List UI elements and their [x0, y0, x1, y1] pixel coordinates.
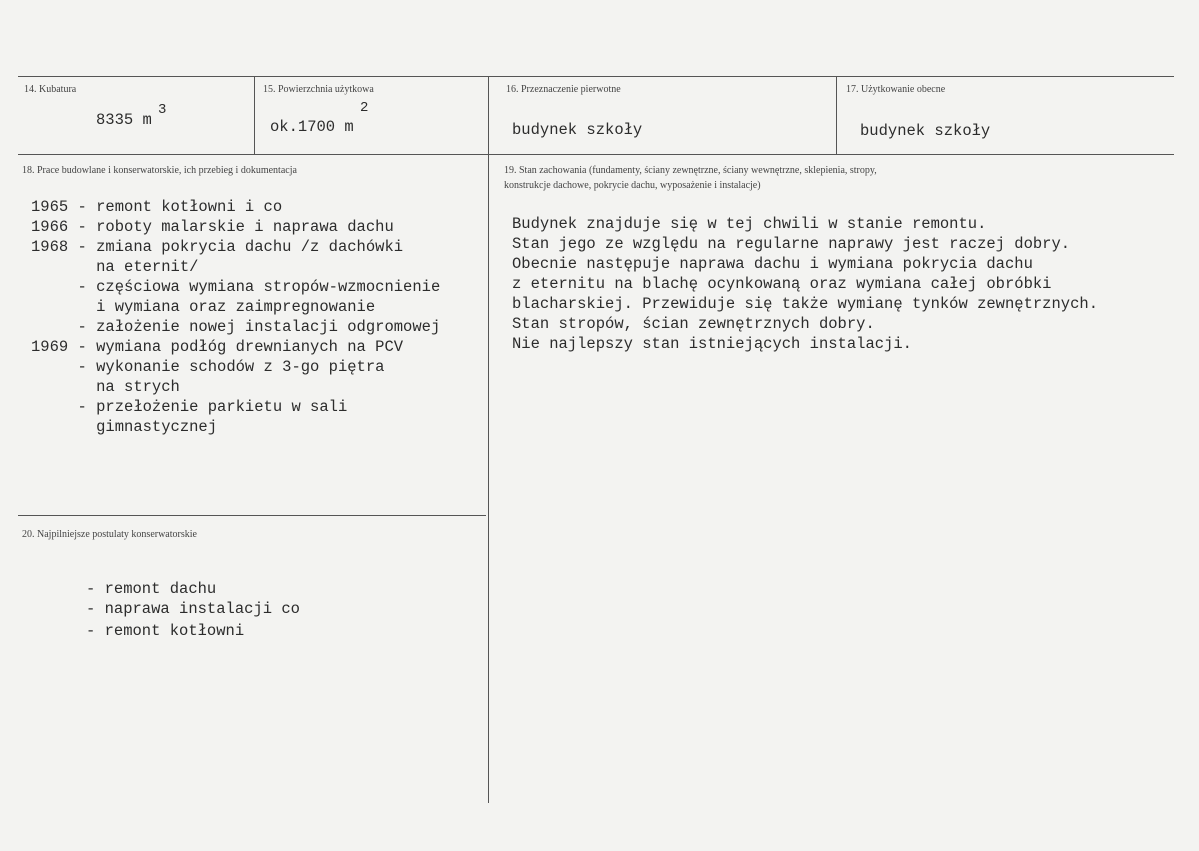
list-item: 1965 - remont kotłowni i co [31, 198, 283, 216]
row1-bottom-rule [18, 154, 1174, 155]
list-item: - przełożenie parkietu w sali [31, 398, 348, 416]
f16-label: 16. Przeznaczenie pierwotne [506, 84, 621, 95]
divider-16-17 [836, 76, 837, 155]
list-item: 1968 - zmiana pokrycia dachu /z dachówki [31, 238, 404, 256]
list-item: blacharskiej. Przewiduje się także wymianę tynków zewnętrznych. [512, 295, 1098, 313]
list-item: i wymiana oraz zaimpregnowanie [31, 298, 376, 316]
list-item: - remont dachu [86, 580, 217, 598]
f16-value: budynek szkoły [512, 121, 643, 139]
f14-value: 8335 m [96, 111, 152, 129]
list-item: Obecnie następuje naprawa dachu i wymiana pokrycia dachu [512, 255, 1033, 273]
f18-label: 18. Prace budowlane i konserwatorskie, ich przebieg i dokumentacja [22, 165, 297, 176]
list-item: 1969 - wymiana podłóg drewnianych na PCV [31, 338, 404, 356]
f17-label: 17. Użytkowanie obecne [846, 84, 946, 95]
list-item: Stan stropów, ścian zewnętrznych dobry. [512, 315, 875, 333]
f15-superscript: 2 [360, 100, 369, 116]
list-item: - remont kotłowni [86, 622, 245, 640]
list-item: - częściowa wymiana stropów-wzmocnienie [31, 278, 441, 296]
f18-bottom-rule [18, 515, 486, 516]
list-item: 1966 - roboty malarskie i naprawa dachu [31, 218, 394, 236]
f20-label: 20. Najpilniejsze postulaty konserwatorskie [22, 529, 197, 540]
list-item: gimnastycznej [31, 418, 218, 436]
f14-label: 14. Kubatura [24, 84, 77, 95]
f18-works-list [31, 197, 440, 437]
list-item: na eternit/ [31, 258, 199, 276]
f17-value: budynek szkoły [860, 122, 991, 140]
f15-value: ok.1700 m [270, 118, 354, 136]
f14-superscript: 3 [158, 102, 167, 118]
list-item: - naprawa instalacji co [86, 600, 300, 618]
f19-label-line1: 19. Stan zachowania (fundamenty, ściany zewnętrzne, ściany wewnętrzne, sklepienia, stropy, [504, 165, 877, 176]
list-item: - założenie nowej instalacji odgromowej [31, 318, 441, 336]
list-item: Stan jego ze względu na regularne naprawy jest raczej dobry. [512, 235, 1071, 253]
f15-label: 15. Powierzchnia użytkowa [263, 84, 374, 95]
f20-postulates-list [86, 579, 300, 641]
divider-14-15 [254, 76, 255, 155]
list-item: na strych [31, 378, 180, 396]
list-item: z eternitu na blachę ocynkowaną oraz wymiana całej obróbki [512, 275, 1052, 293]
list-item: Budynek znajduje się w tej chwili w stanie remontu. [512, 215, 987, 233]
f19-label-line2: konstrukcje dachowe, pokrycie dachu, wyposażenie i instalacje) [504, 180, 761, 191]
list-item: - wykonanie schodów z 3-go piętra [31, 358, 385, 376]
list-item: Nie najlepszy stan istniejących instalacji. [512, 335, 912, 353]
top-rule [18, 76, 1174, 77]
f19-condition-list [512, 214, 1098, 354]
divider-15-16 [488, 76, 489, 803]
